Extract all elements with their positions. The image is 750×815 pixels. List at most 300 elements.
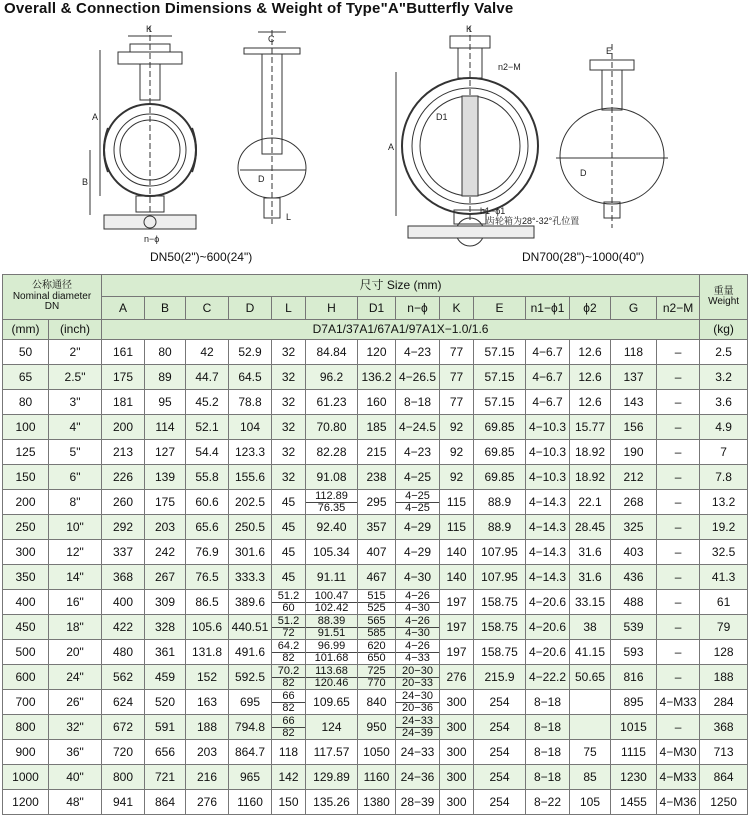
- valve-side-view-large: [556, 44, 668, 228]
- table-cell-a: 175: [102, 365, 145, 390]
- table-cell-b: 591: [145, 715, 186, 740]
- table-cell-h: 117.57: [306, 740, 358, 765]
- table-cell-w: 7.8: [700, 465, 748, 490]
- label-b-small: B: [82, 177, 89, 187]
- table-cell-g: 190: [611, 440, 657, 465]
- table-row: [3, 765, 748, 790]
- table-row: [3, 690, 748, 715]
- table-cell-w: 32.5: [700, 540, 748, 565]
- stacked-value: 585: [358, 627, 395, 639]
- table-row: [3, 640, 748, 665]
- table-cell-d: 592.5: [229, 665, 272, 690]
- table-cell-d1: 120: [358, 340, 396, 365]
- label-d-large: D: [580, 168, 587, 178]
- table-cell-e: 254: [474, 790, 526, 815]
- table-cell-l: 118: [272, 740, 306, 765]
- table-cell-h: 70.80: [306, 415, 358, 440]
- table-cell-c: 52.1: [186, 415, 229, 440]
- stacked-value: 4−30: [396, 627, 439, 639]
- table-cell-c: 76.5: [186, 565, 229, 590]
- table-cell-k: 300: [440, 690, 474, 715]
- table-cell-a: 562: [102, 665, 145, 690]
- table-cell-k: 300: [440, 790, 474, 815]
- table-cell-p2: 12.6: [570, 390, 611, 415]
- table-cell-c: 55.8: [186, 465, 229, 490]
- table-cell-n2: –: [657, 490, 700, 515]
- stacked-value: 24−39: [396, 727, 439, 739]
- table-cell-d: 965: [229, 765, 272, 790]
- table-cell-h: 109.65: [306, 690, 358, 715]
- table-cell-inch: 5": [49, 440, 102, 465]
- table-cell-l: [272, 640, 306, 665]
- table-cell-w: 13.2: [700, 490, 748, 515]
- table-cell-n2: –: [657, 665, 700, 690]
- table-cell-d1: 1380: [358, 790, 396, 815]
- table-cell-mm: 125: [3, 440, 49, 465]
- table-cell-d1: 950: [358, 715, 396, 740]
- label-a-small: A: [92, 112, 99, 122]
- table-cell-g: 268: [611, 490, 657, 515]
- stacked-value: 82: [272, 677, 305, 689]
- table-cell-d: 864.7: [229, 740, 272, 765]
- table-cell-b: 127: [145, 440, 186, 465]
- table-row: [3, 415, 748, 440]
- table-cell-d: 104: [229, 415, 272, 440]
- table-cell-p2: 75: [570, 740, 611, 765]
- table-cell-a: 672: [102, 715, 145, 740]
- table-cell-inch: 36": [49, 740, 102, 765]
- table-row: [3, 715, 748, 740]
- table-cell-l: [272, 615, 306, 640]
- table-cell-c: 131.8: [186, 640, 229, 665]
- table-cell-n: 4−24.5: [396, 415, 440, 440]
- table-cell-n2: –: [657, 590, 700, 615]
- table-cell-c: 152: [186, 665, 229, 690]
- table-cell-n2: –: [657, 515, 700, 540]
- stacked-value: 4−33: [396, 652, 439, 664]
- table-cell-d: 250.5: [229, 515, 272, 540]
- table-cell-g: 143: [611, 390, 657, 415]
- table-cell-h: 105.34: [306, 540, 358, 565]
- table-cell-p2: 85: [570, 765, 611, 790]
- caption-small-range: DN50(2")~600(24"): [150, 250, 253, 264]
- table-cell-n2: –: [657, 390, 700, 415]
- table-cell-e: 57.15: [474, 340, 526, 365]
- table-cell-n1: 4−6.7: [526, 365, 570, 390]
- valve-side-view-small: [238, 30, 306, 224]
- table-cell-w: 864: [700, 765, 748, 790]
- table-cell-d: 794.8: [229, 715, 272, 740]
- table-row: [3, 665, 748, 690]
- table-cell-mm: 150: [3, 465, 49, 490]
- table-cell-n1: 4−20.6: [526, 640, 570, 665]
- stacked-value: 101.68: [306, 652, 357, 664]
- col-h: H: [306, 297, 358, 320]
- table-cell-n2: –: [657, 465, 700, 490]
- stacked-value: 66: [282, 714, 295, 727]
- label-nphi-small: n−ϕ: [144, 234, 160, 244]
- table-cell-c: 44.7: [186, 365, 229, 390]
- table-cell-n1: 4−20.6: [526, 590, 570, 615]
- table-cell-n1: 8−18: [526, 740, 570, 765]
- table-cell-n2: –: [657, 365, 700, 390]
- col-a: A: [102, 297, 145, 320]
- table-cell-inch: 3": [49, 390, 102, 415]
- table-cell-d1: 1160: [358, 765, 396, 790]
- table-cell-d1: 840: [358, 690, 396, 715]
- label-d-small: D: [258, 174, 265, 184]
- stacked-value: 24−33: [402, 714, 433, 727]
- page-title: Overall & Connection Dimensions & Weight of Type"A"Butterfly Valve: [4, 0, 514, 17]
- table-cell-g: 816: [611, 665, 657, 690]
- table-cell-e: 254: [474, 740, 526, 765]
- table-cell-k: 77: [440, 390, 474, 415]
- stacked-value: 66: [282, 689, 295, 702]
- stacked-value: 4−25: [405, 489, 430, 502]
- table-cell-b: 520: [145, 690, 186, 715]
- table-cell-c: 42: [186, 340, 229, 365]
- table-cell-n1: 4−6.7: [526, 390, 570, 415]
- table-cell-n: 4−23: [396, 440, 440, 465]
- table-cell-n1: 4−14.3: [526, 490, 570, 515]
- table-row: [3, 590, 748, 615]
- stacked-value: 112.89: [315, 489, 348, 502]
- table-cell-d1: 136.2: [358, 365, 396, 390]
- table-cell-k: 92: [440, 440, 474, 465]
- table-cell-b: 203: [145, 515, 186, 540]
- weight-unit: (kg): [700, 320, 748, 340]
- stacked-value: 82: [272, 652, 305, 664]
- table-cell-n: 24−36: [396, 765, 440, 790]
- table-cell-d1: [358, 665, 396, 690]
- table-cell-inch: 26": [49, 690, 102, 715]
- col-n2-m: n2−M: [657, 297, 700, 320]
- table-cell-n1: 4−14.3: [526, 515, 570, 540]
- table-cell-k: 115: [440, 515, 474, 540]
- table-cell-mm: 250: [3, 515, 49, 540]
- table-cell-inch: 40": [49, 765, 102, 790]
- table-cell-a: 213: [102, 440, 145, 465]
- table-cell-inch: 14": [49, 565, 102, 590]
- table-cell-mm: 50: [3, 340, 49, 365]
- table-cell-inch: 10": [49, 515, 102, 540]
- table-cell-w: 41.3: [700, 565, 748, 590]
- table-body: [3, 340, 748, 815]
- table-cell-n1: 4−14.3: [526, 565, 570, 590]
- table-cell-d1: 295: [358, 490, 396, 515]
- table-row: [3, 515, 748, 540]
- stacked-value: 770: [358, 677, 395, 689]
- label-h1phi1: h1−ϕ1: [480, 206, 506, 216]
- table-cell-p2: 18.92: [570, 465, 611, 490]
- table-cell-inch: 20": [49, 640, 102, 665]
- table-cell-n1: 8−22: [526, 790, 570, 815]
- table-cell-inch: 4": [49, 415, 102, 440]
- table-cell-mm: 700: [3, 690, 49, 715]
- table-row: [3, 790, 748, 815]
- table-cell-h: [306, 590, 358, 615]
- table-cell-a: 292: [102, 515, 145, 540]
- col-l: L: [272, 297, 306, 320]
- stacked-value: 51.2: [277, 614, 300, 627]
- col-n-phi: n−ϕ: [396, 297, 440, 320]
- table-cell-k: 77: [440, 365, 474, 390]
- stacked-value: 4−26: [405, 589, 430, 602]
- table-cell-n2: –: [657, 640, 700, 665]
- table-cell-c: 86.5: [186, 590, 229, 615]
- table-cell-w: 128: [700, 640, 748, 665]
- table-cell-d: 440.51: [229, 615, 272, 640]
- stacked-value: 4−30: [396, 602, 439, 614]
- label-e-large: E: [606, 46, 613, 56]
- table-cell-a: 161: [102, 340, 145, 365]
- table-cell-d: 155.6: [229, 465, 272, 490]
- table-cell-d1: 1050: [358, 740, 396, 765]
- table-cell-p2: 12.6: [570, 365, 611, 390]
- table-cell-b: 656: [145, 740, 186, 765]
- table-cell-w: 284: [700, 690, 748, 715]
- table-cell-a: 181: [102, 390, 145, 415]
- table-cell-w: 7: [700, 440, 748, 465]
- table-cell-mm: 900: [3, 740, 49, 765]
- stacked-value: 102.42: [306, 602, 357, 614]
- table-cell-d1: 407: [358, 540, 396, 565]
- table-cell-l: 150: [272, 790, 306, 815]
- stacked-value: 64.2: [277, 639, 300, 652]
- table-cell-d: 333.3: [229, 565, 272, 590]
- table-cell-b: 361: [145, 640, 186, 665]
- table-cell-k: 300: [440, 740, 474, 765]
- table-cell-h: 129.89: [306, 765, 358, 790]
- table-cell-mm: 80: [3, 390, 49, 415]
- stacked-value: 620: [367, 639, 386, 652]
- table-cell-d: 1160: [229, 790, 272, 815]
- table-cell-n: 4−30: [396, 565, 440, 590]
- unit-mm: (mm): [3, 320, 49, 340]
- table-cell-d1: 185: [358, 415, 396, 440]
- table-row: [3, 340, 748, 365]
- table-cell-h: [306, 615, 358, 640]
- table-cell-mm: 500: [3, 640, 49, 665]
- table-cell-inch: 8": [49, 490, 102, 515]
- table-cell-d1: 238: [358, 465, 396, 490]
- table-cell-b: 80: [145, 340, 186, 365]
- table-cell-inch: 32": [49, 715, 102, 740]
- table-cell-h: 124: [306, 715, 358, 740]
- table-cell-k: 300: [440, 765, 474, 790]
- table-cell-inch: 16": [49, 590, 102, 615]
- table-cell-a: 624: [102, 690, 145, 715]
- table-cell-c: 76.9: [186, 540, 229, 565]
- table-cell-n1: 4−10.3: [526, 465, 570, 490]
- col-phi2: ϕ2: [570, 297, 611, 320]
- table-cell-n1: 4−20.6: [526, 615, 570, 640]
- table-cell-b: 459: [145, 665, 186, 690]
- table-cell-n2: –: [657, 440, 700, 465]
- table-cell-c: 60.6: [186, 490, 229, 515]
- table-cell-k: 197: [440, 640, 474, 665]
- table-row: [3, 440, 748, 465]
- table-cell-inch: 6": [49, 465, 102, 490]
- table-cell-n: [396, 590, 440, 615]
- table-cell-c: 45.2: [186, 390, 229, 415]
- table-cell-h: [306, 640, 358, 665]
- table-cell-l: 45: [272, 540, 306, 565]
- table-cell-d1: [358, 615, 396, 640]
- table-cell-e: 254: [474, 715, 526, 740]
- label-k-large: K: [466, 24, 473, 34]
- stacked-value: 4−26: [405, 639, 430, 652]
- table-cell-n2: 4−M36: [657, 790, 700, 815]
- table-cell-w: 4.9: [700, 415, 748, 440]
- table-cell-c: 105.6: [186, 615, 229, 640]
- table-row: [3, 465, 748, 490]
- table-cell-inch: 48": [49, 790, 102, 815]
- label-d1-large: D1: [436, 112, 448, 122]
- table-cell-n: 4−26.5: [396, 365, 440, 390]
- table-cell-l: [272, 715, 306, 740]
- label-a-large: A: [388, 142, 395, 152]
- stacked-value: 20−33: [396, 677, 439, 689]
- table-cell-n2: –: [657, 540, 700, 565]
- table-cell-n2: –: [657, 715, 700, 740]
- table-cell-l: 142: [272, 765, 306, 790]
- valve-front-view-small: [90, 26, 196, 229]
- label-k-small: K: [146, 24, 153, 34]
- table-cell-mm: 1000: [3, 765, 49, 790]
- table-cell-h: [306, 490, 358, 515]
- table-cell-l: 32: [272, 365, 306, 390]
- table-cell-a: 337: [102, 540, 145, 565]
- table-cell-p2: 31.6: [570, 540, 611, 565]
- table-cell-h: 135.26: [306, 790, 358, 815]
- table-row: [3, 615, 748, 640]
- table-row: [3, 740, 748, 765]
- table-cell-w: 61: [700, 590, 748, 615]
- table-cell-k: 92: [440, 415, 474, 440]
- table-cell-k: 140: [440, 540, 474, 565]
- col-d1: D1: [358, 297, 396, 320]
- stacked-value: 88.39: [317, 614, 346, 627]
- table-cell-b: 309: [145, 590, 186, 615]
- table-cell-n: [396, 615, 440, 640]
- label-n2m: n2−M: [498, 62, 521, 72]
- table-cell-k: 197: [440, 590, 474, 615]
- table-cell-n: 4−25: [396, 465, 440, 490]
- col-c: C: [186, 297, 229, 320]
- table-cell-g: 212: [611, 465, 657, 490]
- table-cell-e: 107.95: [474, 540, 526, 565]
- stacked-value: 20−30: [402, 664, 433, 677]
- table-cell-h: 61.23: [306, 390, 358, 415]
- table-cell-p2: 105: [570, 790, 611, 815]
- table-cell-p2: 28.45: [570, 515, 611, 540]
- table-cell-n1: 8−18: [526, 765, 570, 790]
- table-cell-d1: 160: [358, 390, 396, 415]
- table-cell-d1: [358, 640, 396, 665]
- table-cell-n2: 4−M33: [657, 690, 700, 715]
- table-cell-d: 202.5: [229, 490, 272, 515]
- stacked-value: 113.68: [315, 664, 348, 677]
- table-cell-inch: 18": [49, 615, 102, 640]
- stacked-value: 82: [272, 727, 305, 739]
- table-cell-l: [272, 590, 306, 615]
- table-cell-e: 215.9: [474, 665, 526, 690]
- unit-inch: (inch): [49, 320, 102, 340]
- weight-header: 重量 Weight: [700, 275, 748, 320]
- table-cell-inch: 24": [49, 665, 102, 690]
- table-cell-h: 92.40: [306, 515, 358, 540]
- table-cell-k: 300: [440, 715, 474, 740]
- table-cell-b: 175: [145, 490, 186, 515]
- stacked-value: 70.2: [277, 664, 300, 677]
- table-cell-c: 188: [186, 715, 229, 740]
- col-n1-phi1: n1−ϕ1: [526, 297, 570, 320]
- table-cell-b: 721: [145, 765, 186, 790]
- table-cell-n2: –: [657, 415, 700, 440]
- stacked-value: 24−30: [402, 689, 433, 702]
- table-cell-n2: –: [657, 340, 700, 365]
- table-cell-c: 65.6: [186, 515, 229, 540]
- table-cell-d1: 215: [358, 440, 396, 465]
- table-cell-g: 1115: [611, 740, 657, 765]
- table-cell-a: 368: [102, 565, 145, 590]
- table-cell-p2: [570, 715, 611, 740]
- table-cell-w: 19.2: [700, 515, 748, 540]
- table-cell-mm: 200: [3, 490, 49, 515]
- table-cell-c: 216: [186, 765, 229, 790]
- table-cell-e: 69.85: [474, 440, 526, 465]
- table-row: [3, 565, 748, 590]
- table-cell-c: 54.4: [186, 440, 229, 465]
- valve-front-view-large: [396, 26, 538, 246]
- table-cell-n2: 4−M33: [657, 765, 700, 790]
- table-cell-p2: 31.6: [570, 565, 611, 590]
- table-cell-e: 57.15: [474, 390, 526, 415]
- table-cell-e: 158.75: [474, 590, 526, 615]
- table-cell-n1: 8−18: [526, 690, 570, 715]
- table-cell-k: 115: [440, 490, 474, 515]
- table-row: [3, 365, 748, 390]
- table-cell-n1: 8−18: [526, 715, 570, 740]
- table-cell-e: 57.15: [474, 365, 526, 390]
- table-cell-a: 422: [102, 615, 145, 640]
- table-cell-c: 276: [186, 790, 229, 815]
- table-cell-d: 123.3: [229, 440, 272, 465]
- stacked-value: 60: [272, 602, 305, 614]
- stacked-value: 725: [367, 664, 386, 677]
- nominal-diameter-header: 公称通径 Nominal diameter DN: [3, 275, 102, 320]
- table-row: [3, 540, 748, 565]
- table-cell-g: 137: [611, 365, 657, 390]
- table-cell-p2: 41.15: [570, 640, 611, 665]
- table-cell-c: 163: [186, 690, 229, 715]
- table-cell-a: 200: [102, 415, 145, 440]
- table-cell-k: 140: [440, 565, 474, 590]
- caption-large-range: DN700(28")~1000(40"): [522, 250, 645, 264]
- table-cell-mm: 300: [3, 540, 49, 565]
- table-cell-e: 88.9: [474, 490, 526, 515]
- table-row: [3, 390, 748, 415]
- table-cell-l: 45: [272, 565, 306, 590]
- table-cell-k: 276: [440, 665, 474, 690]
- stacked-value: 4−26: [405, 614, 430, 627]
- table-cell-d: 491.6: [229, 640, 272, 665]
- stacked-value: 525: [358, 602, 395, 614]
- table-cell-a: 260: [102, 490, 145, 515]
- valve-drawings: [0, 20, 750, 272]
- table-cell-h: 84.84: [306, 340, 358, 365]
